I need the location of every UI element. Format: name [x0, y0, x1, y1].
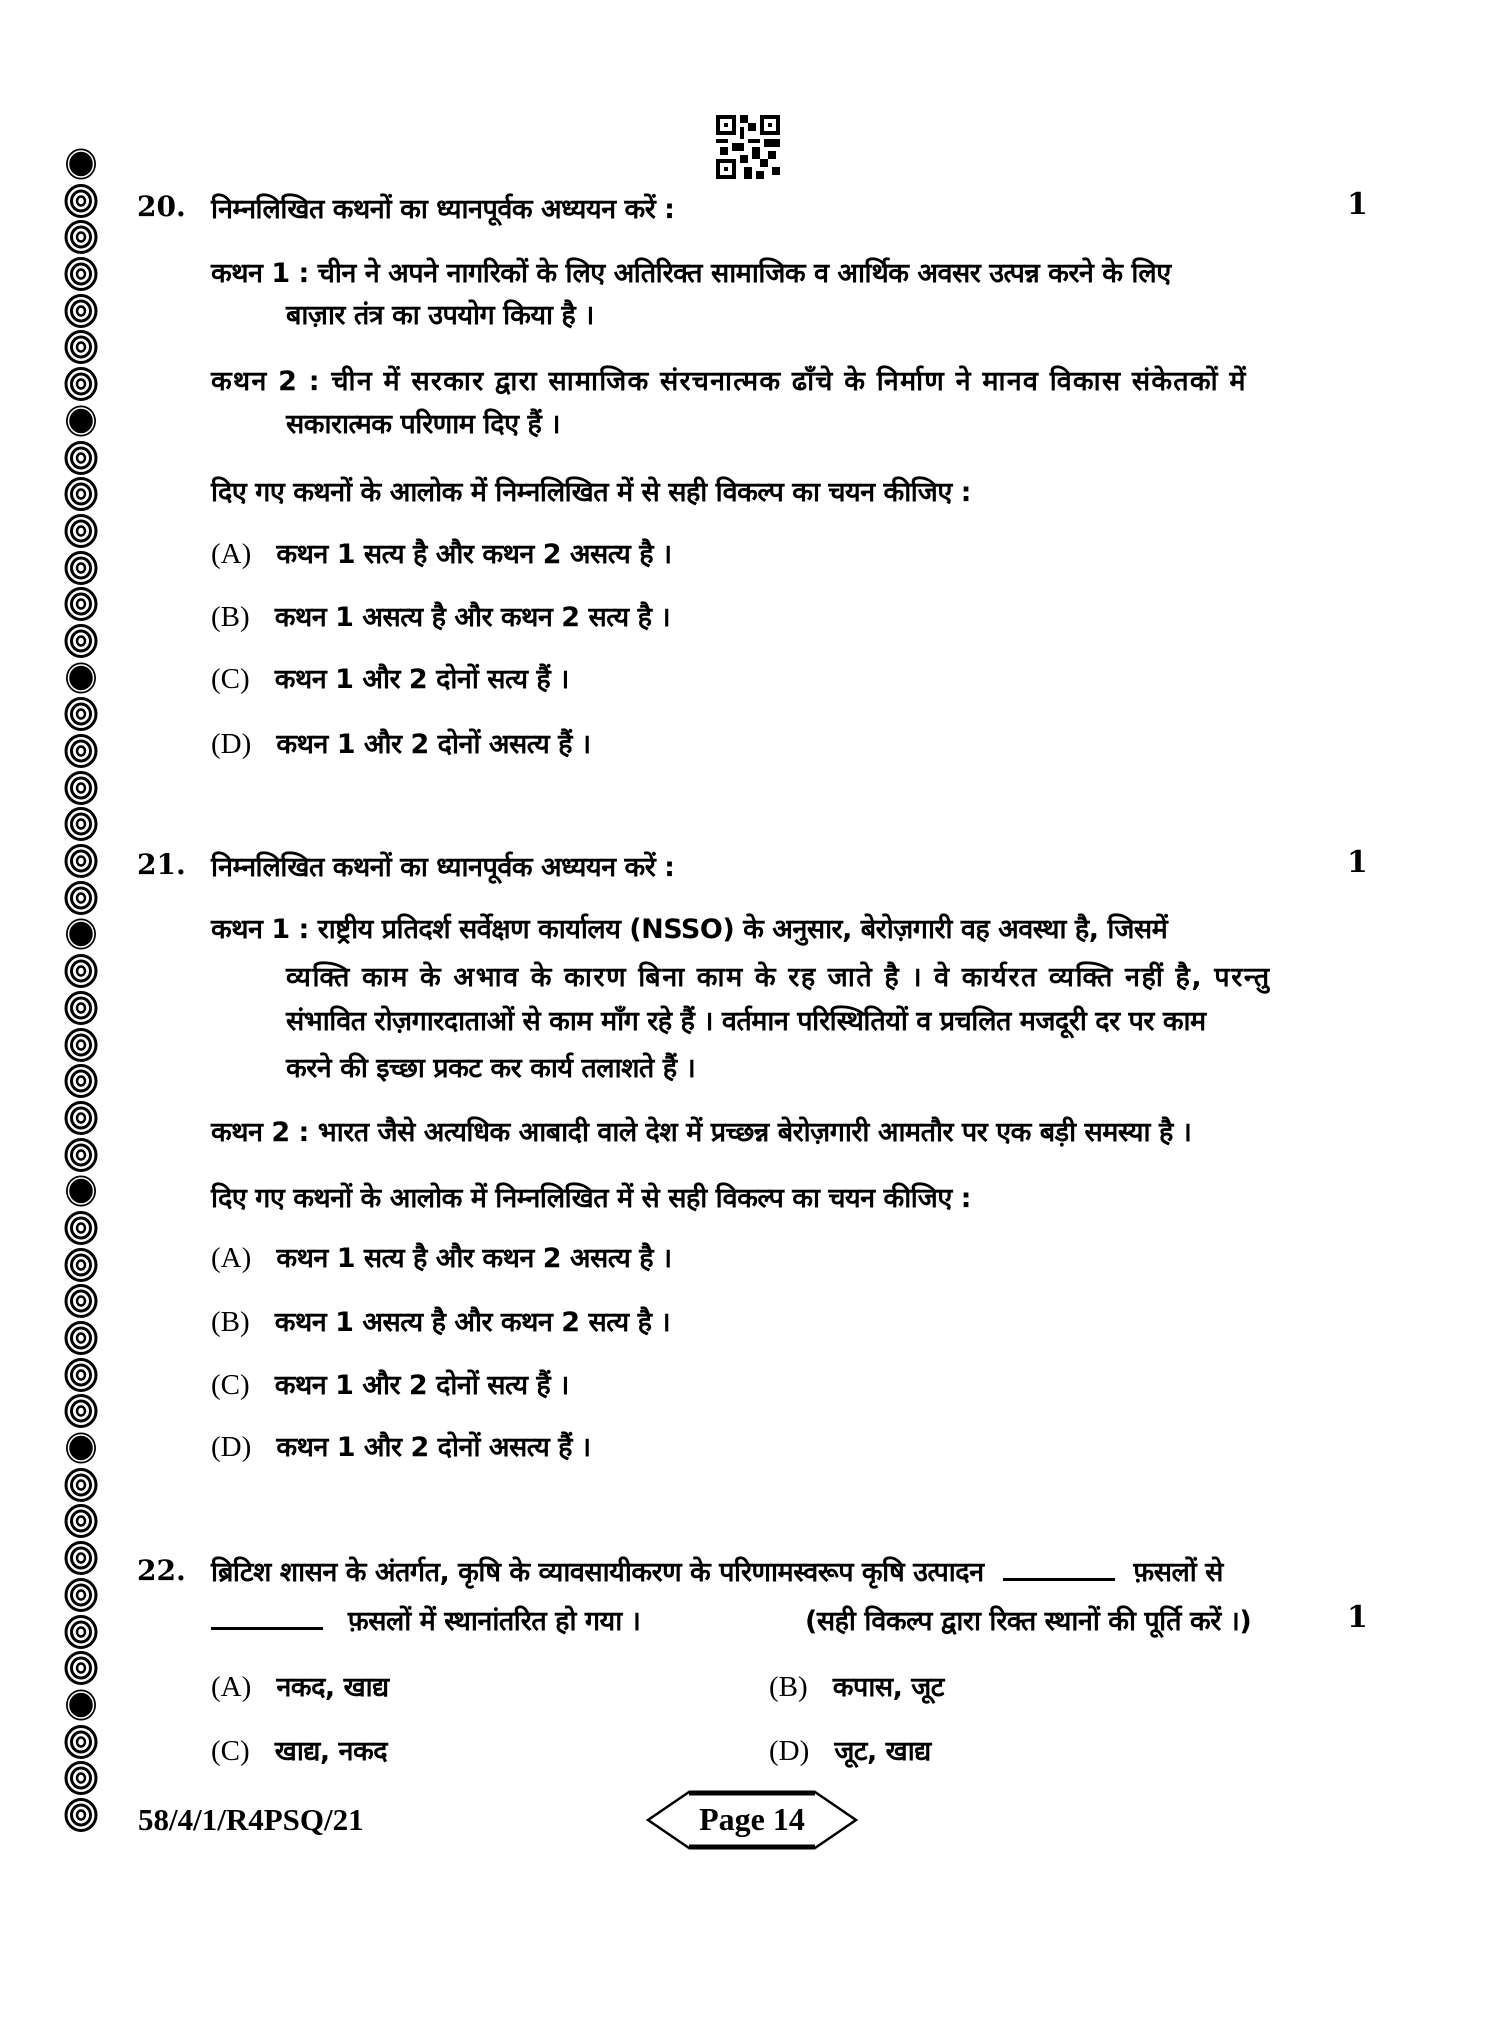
- question-number: 22.: [137, 1554, 186, 1587]
- fill-blank-1: [1003, 1577, 1115, 1581]
- fill-hint: (सही विकल्प द्वारा रिक्त स्थानों की पूर्ति करें ।): [805, 1606, 1252, 1637]
- bullseye-ring-icon: [64, 1284, 98, 1318]
- page-number-badge: [645, 1789, 859, 1851]
- question-text: फ़सलों से: [1133, 1557, 1223, 1588]
- option-b[interactable]: [769, 1667, 944, 1704]
- option-a[interactable]: [211, 534, 672, 571]
- statement-text: चीन ने अपने नागरिकों के लिए अतिरिक्त सामाजिक व आर्थिक अवसर उत्पन्न करने के लिए: [317, 258, 1171, 289]
- bullseye-ring-icon: [64, 477, 98, 511]
- statement-label: कथन 1 :: [211, 258, 309, 289]
- bullseye-ring-icon: [64, 587, 98, 621]
- bullseye-ring-icon: [64, 1321, 98, 1355]
- option-d[interactable]: [211, 1427, 591, 1464]
- bullseye-ring-icon: [64, 1615, 98, 1649]
- bullseye-ring-icon: [64, 1651, 98, 1685]
- statement-text: व्यक्ति काम के अभाव के कारण बिना काम के रह जाते है । वे कार्यरत व्यक्ति नहीं है, परन्तु: [286, 962, 1271, 993]
- option-label: (A): [211, 1242, 252, 1274]
- instruction: दिए गए कथनों के आलोक में निम्नलिखित में से सही विकल्प का चयन कीजिए :: [211, 477, 971, 508]
- bullseye-ring-icon: [64, 220, 98, 254]
- statement-1: [211, 253, 1171, 290]
- option-label: (B): [769, 1671, 808, 1703]
- statement-text: भारत जैसे अत्यधिक आबादी वाले देश में प्रच्छन्न बेरोज़गारी आमतौर पर एक बड़ी समस्या है ।: [317, 1117, 1192, 1148]
- option-label: (D): [211, 1431, 252, 1463]
- question-prompt: निम्नलिखित कथनों का ध्यानपूर्वक अध्ययन करें :: [211, 194, 675, 225]
- option-label: (D): [769, 1735, 810, 1767]
- bullseye-ring-icon: [64, 257, 98, 291]
- bullseye-ring-icon: [64, 881, 98, 915]
- option-b[interactable]: [211, 1302, 670, 1339]
- bullseye-ring-icon: [64, 1761, 98, 1795]
- question-text-line-1: [211, 1552, 1223, 1589]
- statement-text: राष्ट्रीय प्रतिदर्श सर्वेक्षण कार्यालय (NSSO) के अनुसार, बेरोज़गारी वह अवस्था है, जिसमें: [317, 914, 1168, 945]
- bullseye-ring-icon: [64, 1725, 98, 1759]
- bullseye-ring-icon: [64, 184, 98, 218]
- question-text: ब्रिटिश शासन के अंतर्गत, कृषि के व्यावसायीकरण के परिणामस्वरूप कृषि उत्पादन: [211, 1557, 984, 1588]
- option-a[interactable]: [211, 1238, 672, 1275]
- option-label: (B): [211, 601, 250, 633]
- bullseye-ring-icon: [64, 441, 98, 475]
- option-text: कथन 1 सत्य है और कथन 2 असत्य है ।: [276, 539, 672, 570]
- fill-blank-2: [211, 1626, 323, 1630]
- statement-text: बाज़ार तंत्र का उपयोग किया है ।: [286, 300, 594, 331]
- margin-ring-column: [64, 147, 100, 1835]
- marks: 1: [1347, 845, 1368, 880]
- option-text: कपास, जूट: [832, 1672, 944, 1703]
- bullseye-ring-icon: [64, 367, 98, 401]
- bullseye-ring-icon: [64, 1248, 98, 1282]
- bullseye-ring-icon: [64, 1504, 98, 1538]
- bullseye-ring-icon: [64, 807, 98, 841]
- option-c[interactable]: [211, 1365, 569, 1402]
- question-prompt: निम्नलिखित कथनों का ध्यानपूर्वक अध्ययन करें :: [211, 852, 675, 883]
- statement-1: [211, 909, 1167, 946]
- question-number: 21.: [137, 848, 186, 881]
- filled-ring-icon: [64, 1174, 98, 1208]
- bullseye-ring-icon: [64, 697, 98, 731]
- paper-code: 58/4/1/R4PSQ/21: [138, 1802, 364, 1837]
- option-text: कथन 1 सत्य है और कथन 2 असत्य है ।: [276, 1243, 672, 1274]
- bullseye-ring-icon: [64, 1798, 98, 1832]
- filled-ring-icon: [64, 147, 98, 181]
- bullseye-ring-icon: [64, 771, 98, 805]
- option-c[interactable]: [211, 659, 569, 696]
- bullseye-ring-icon: [64, 1138, 98, 1172]
- instruction: दिए गए कथनों के आलोक में निम्नलिखित में से सही विकल्प का चयन कीजिए :: [211, 1183, 971, 1214]
- option-d[interactable]: [769, 1731, 931, 1768]
- filled-ring-icon: [64, 1688, 98, 1722]
- statement-text: सकारात्मक परिणाम दिए हैं ।: [286, 409, 560, 440]
- question-text: फ़सलों में स्थानांतरित हो गया ।: [347, 1606, 641, 1637]
- option-b[interactable]: [211, 597, 670, 634]
- bullseye-ring-icon: [64, 1211, 98, 1245]
- option-text: खाद्य, नकद: [274, 1736, 388, 1767]
- question-number: 20.: [137, 190, 186, 223]
- option-text: नकद, खाद्य: [276, 1672, 389, 1703]
- bullseye-ring-icon: [64, 1468, 98, 1502]
- marks: 1: [1347, 1600, 1368, 1635]
- bullseye-ring-icon: [64, 734, 98, 768]
- option-text: कथन 1 असत्य है और कथन 2 सत्य है ।: [274, 602, 671, 633]
- bullseye-ring-icon: [64, 991, 98, 1025]
- filled-ring-icon: [64, 1431, 98, 1465]
- filled-ring-icon: [64, 404, 98, 438]
- bullseye-ring-icon: [64, 1064, 98, 1098]
- bullseye-ring-icon: [64, 624, 98, 658]
- bullseye-ring-icon: [64, 1358, 98, 1392]
- option-c[interactable]: [211, 1731, 387, 1768]
- option-label: (D): [211, 728, 252, 760]
- option-text: कथन 1 और 2 दोनों सत्य हैं ।: [274, 1370, 569, 1401]
- statement-text: करने की इच्छा प्रकट कर कार्य तलाशते हैं ।: [286, 1053, 696, 1084]
- filled-ring-icon: [64, 661, 98, 695]
- bullseye-ring-icon: [64, 330, 98, 364]
- statement-label: कथन 1 :: [211, 914, 309, 945]
- statement-text: चीन में सरकार द्वारा सामाजिक संरचनात्मक ढाँचे के निर्माण ने मानव विकास संकेतकों में: [331, 366, 1247, 397]
- statement-label: कथन 2 :: [211, 1117, 309, 1148]
- bullseye-ring-icon: [64, 1394, 98, 1428]
- filled-ring-icon: [64, 917, 98, 951]
- bullseye-ring-icon: [64, 294, 98, 328]
- option-label: (A): [211, 538, 252, 570]
- option-text: जूट, खाद्य: [834, 1736, 931, 1767]
- bullseye-ring-icon: [64, 551, 98, 585]
- bullseye-ring-icon: [64, 514, 98, 548]
- qr-code-icon: [716, 115, 780, 179]
- option-text: कथन 1 और 2 दोनों असत्य हैं ।: [276, 1432, 591, 1463]
- option-label: (C): [211, 663, 250, 695]
- page-label: Page 14: [699, 1801, 805, 1837]
- bullseye-ring-icon: [64, 844, 98, 878]
- option-label: (C): [211, 1369, 250, 1401]
- option-text: कथन 1 असत्य है और कथन 2 सत्य है ।: [274, 1307, 671, 1338]
- statement-2: [211, 361, 1247, 398]
- option-label: (A): [211, 1671, 252, 1703]
- option-text: कथन 1 और 2 दोनों असत्य हैं ।: [276, 729, 591, 760]
- statement-text: संभावित रोज़गारदाताओं से काम माँग रहे हैं । वर्तमान परिस्थितियों व प्रचलित मजदूरी दर पर काम: [286, 1006, 1206, 1037]
- option-d[interactable]: [211, 724, 591, 761]
- bullseye-ring-icon: [64, 954, 98, 988]
- option-a[interactable]: [211, 1667, 389, 1704]
- option-label: (B): [211, 1306, 250, 1338]
- bullseye-ring-icon: [64, 1028, 98, 1062]
- option-label: (C): [211, 1735, 250, 1767]
- marks: 1: [1347, 187, 1368, 222]
- bullseye-ring-icon: [64, 1101, 98, 1135]
- bullseye-ring-icon: [64, 1541, 98, 1575]
- option-text: कथन 1 और 2 दोनों सत्य हैं ।: [274, 664, 569, 695]
- question-text-line-2: [211, 1601, 640, 1638]
- statement-2: [211, 1112, 1191, 1149]
- statement-label: कथन 2 :: [211, 366, 321, 397]
- bullseye-ring-icon: [64, 1578, 98, 1612]
